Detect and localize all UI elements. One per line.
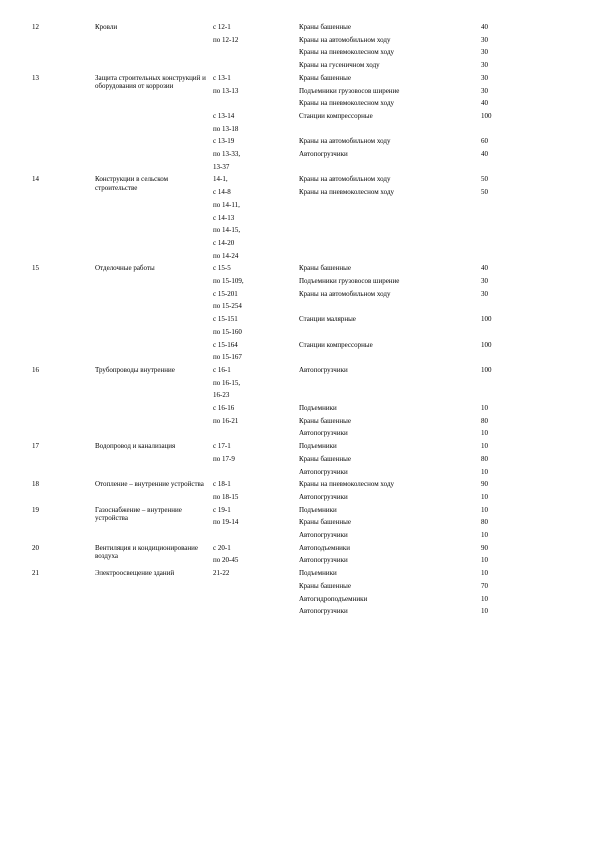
norm-code: с 13-1: [213, 73, 231, 82]
table-row: [0, 23, 595, 36]
table-row: [0, 302, 595, 315]
table-row: [0, 277, 595, 290]
table-row: [0, 87, 595, 100]
table-row: [0, 417, 595, 430]
percentage: 100: [481, 365, 492, 374]
table-row: [0, 252, 595, 265]
machine-name: Краны башенные: [299, 264, 351, 273]
table-row: [0, 188, 595, 201]
percentage: 40: [481, 23, 488, 31]
machine-name: Краны на пневмоколесном ходу: [299, 99, 395, 108]
machine-name: Краны на автомобильном ходу: [299, 175, 391, 184]
norm-code: по 15-254: [213, 302, 242, 311]
row-number: 17: [32, 442, 39, 451]
percentage: 40: [481, 150, 488, 158]
table-row: [0, 239, 595, 252]
machine-name: Автоподъемники: [299, 543, 351, 552]
norm-code: 21-22: [213, 569, 230, 578]
norm-code: по 16-21: [213, 416, 239, 425]
percentage: 80: [481, 518, 488, 527]
percentage: 10: [481, 569, 488, 578]
machine-name: Краны башенные: [299, 581, 351, 590]
machine-name: Автопогрузчики: [299, 467, 348, 476]
percentage: 30: [481, 73, 488, 82]
percentage: 90: [481, 480, 488, 489]
norm-code: с 15-164: [213, 340, 238, 349]
work-type: Газоснабжение – внутренние устройства: [95, 505, 182, 523]
machine-name: Автогидроподъемники: [299, 594, 368, 603]
table-row: [0, 353, 595, 366]
machine-name: Краны на гусеничном ходу: [299, 61, 380, 70]
table-row: [0, 595, 595, 608]
table-row: [0, 226, 595, 239]
table-row: [0, 48, 595, 61]
machine-name: Автопогрузчики: [299, 492, 348, 501]
percentage: 10: [481, 505, 488, 514]
table-row: [0, 99, 595, 112]
table-row: [0, 264, 595, 277]
percentage: 30: [481, 86, 488, 95]
row-number: 18: [32, 480, 39, 489]
table-row: [0, 556, 595, 569]
norm-code: по 20-45: [213, 556, 239, 565]
machine-name: Подъемники грузовосов ширение: [299, 277, 400, 285]
row-number: 19: [32, 505, 39, 514]
machine-name: Станции компрессорные: [299, 340, 373, 349]
table-row: [0, 366, 595, 379]
norm-code: по 13-33,: [213, 150, 241, 158]
norm-code: по 14-11,: [213, 200, 240, 209]
table-row: [0, 201, 595, 214]
norm-code: по 13-13: [213, 86, 239, 95]
work-type: Отопление – внутренние устройства: [95, 480, 204, 489]
percentage: 10: [481, 531, 488, 539]
machine-name: Краны на пневмоколесном ходу: [299, 480, 395, 489]
percentage: 30: [481, 48, 488, 57]
table-row: [0, 214, 595, 227]
norm-code: с 15-151: [213, 315, 238, 324]
row-number: 12: [32, 23, 39, 31]
table-row: [0, 328, 595, 341]
machine-name: Краны башенные: [299, 454, 351, 463]
machine-name: Станции малярные: [299, 315, 356, 324]
norm-code: с 15-201: [213, 289, 238, 298]
work-type: Конструкции в сельском строительстве: [95, 175, 169, 192]
percentage: 30: [481, 277, 488, 285]
machine-name: Краны на пневмоколесном ходу: [299, 48, 395, 57]
percentage: 100: [481, 315, 492, 324]
table-row: [0, 137, 595, 150]
norm-code: с 14-8: [213, 188, 231, 197]
row-number: 21: [32, 569, 39, 578]
norm-code: по 15-109,: [213, 277, 244, 285]
work-type: Водопровод и канализация: [95, 442, 176, 451]
percentage: 10: [481, 594, 488, 603]
machine-name: Краны башенные: [299, 23, 351, 31]
table-row: [0, 125, 595, 138]
table-row: [0, 531, 595, 544]
row-number: 16: [32, 365, 39, 374]
norm-code: 13-37: [213, 162, 230, 171]
norm-code: по 15-160: [213, 327, 242, 336]
machine-name: Подъемники: [299, 404, 337, 412]
table-row: [0, 455, 595, 468]
norm-code: с 12-1: [213, 23, 231, 31]
percentage: 40: [481, 264, 488, 273]
machine-name: Подъемники: [299, 442, 337, 451]
table-row: [0, 150, 595, 163]
machine-name: Краны на автомобильном ходу: [299, 35, 391, 44]
percentage: 10: [481, 404, 488, 412]
norm-code: с 14-13: [213, 213, 235, 222]
machine-name: Станции компрессорные: [299, 111, 373, 120]
machine-name: Краны башенные: [299, 73, 351, 82]
norm-code: по 14-15,: [213, 226, 241, 235]
norm-code: по 12-12: [213, 35, 239, 44]
percentage: 10: [481, 467, 488, 476]
norm-code: по 17-9: [213, 454, 235, 463]
percentage: 10: [481, 556, 488, 565]
machine-name: Краны башенные: [299, 416, 351, 425]
percentage: 60: [481, 137, 488, 146]
row-number: 13: [32, 73, 39, 82]
machine-name: Автопогрузчики: [299, 556, 348, 565]
table-row: [0, 569, 595, 582]
machine-name: Подъемники: [299, 569, 337, 578]
norm-code: по 19-14: [213, 518, 239, 527]
table-row: [0, 391, 595, 404]
table-row: [0, 61, 595, 74]
percentage: 30: [481, 289, 488, 298]
work-type: Защита строительных конструкций и оборудования от коррозии: [95, 73, 206, 91]
machine-name: Краны на автомобильном ходу: [299, 289, 391, 298]
table-row: [0, 493, 595, 506]
table-row: [0, 341, 595, 354]
row-number: 20: [32, 543, 39, 552]
percentage: 10: [481, 492, 488, 501]
norm-code: с 19-1: [213, 505, 231, 514]
percentage: 90: [481, 543, 488, 552]
norm-code: с 13-19: [213, 137, 235, 146]
norm-code: с 15-5: [213, 264, 231, 273]
percentage: 50: [481, 175, 488, 184]
norm-code: по 18-15: [213, 492, 239, 501]
norm-code: по 16-15,: [213, 378, 241, 387]
table-row: [0, 163, 595, 176]
norm-code: с 17-1: [213, 442, 231, 451]
norm-code: с 16-16: [213, 404, 235, 412]
norm-code: с 16-1: [213, 365, 231, 374]
work-type: Электроосвещение зданий: [95, 569, 175, 578]
percentage: 70: [481, 581, 488, 590]
percentage: 10: [481, 429, 488, 438]
machine-name: Автопогрузчики: [299, 531, 348, 539]
machine-name: Автопогрузчики: [299, 150, 348, 158]
machine-name: Краны на автомобильном ходу: [299, 137, 391, 146]
work-type: Отделочные работы: [95, 264, 155, 273]
work-type: Трубопроводы внутренние: [95, 365, 175, 374]
table-row: [0, 468, 595, 481]
table-row: [0, 175, 595, 192]
table-row: [0, 404, 595, 417]
norm-code: по 13-18: [213, 124, 239, 133]
machine-name: Автопогрузчики: [299, 607, 348, 616]
machine-name: Подъемники: [299, 505, 337, 514]
percentage: 50: [481, 188, 488, 197]
norm-code: с 18-1: [213, 480, 231, 489]
row-number: 15: [32, 264, 39, 273]
percentage: 10: [481, 607, 488, 616]
table-row: [0, 315, 595, 328]
norm-code: с 20-1: [213, 543, 231, 552]
table-row: [0, 518, 595, 531]
norm-code: 14-1,: [213, 175, 228, 184]
work-type: Вентиляция и кондиционирование воздуха: [95, 543, 199, 561]
machine-name: Подъемники грузовосов ширение: [299, 86, 400, 95]
table-row: [0, 480, 595, 493]
norm-code: с 14-20: [213, 238, 235, 247]
norm-code: 16-23: [213, 391, 230, 400]
percentage: 40: [481, 99, 488, 108]
norm-code: по 14-24: [213, 251, 239, 260]
table-row: [0, 607, 595, 620]
percentage: 100: [481, 340, 492, 349]
norm-code: по 15-167: [213, 353, 242, 362]
percentage: 80: [481, 454, 488, 463]
norm-code: с 13-14: [213, 111, 235, 120]
machine-name: Автопогрузчики: [299, 365, 348, 374]
table-row: [0, 379, 595, 392]
row-number: 14: [32, 175, 39, 184]
table-row: [0, 429, 595, 442]
percentage: 10: [481, 442, 488, 451]
machine-name: Краны на пневмоколесном ходу: [299, 188, 395, 197]
machine-name: Автопогрузчики: [299, 429, 348, 438]
table-row: [0, 36, 595, 49]
percentage: 30: [481, 35, 488, 44]
table-row: [0, 442, 595, 455]
percentage: 80: [481, 416, 488, 425]
work-type: Кровли: [95, 23, 118, 31]
percentage: 100: [481, 111, 492, 120]
table-row: [0, 290, 595, 303]
table-row: [0, 582, 595, 595]
percentage: 30: [481, 61, 488, 70]
machine-name: Краны башенные: [299, 518, 351, 527]
table-row: [0, 112, 595, 125]
